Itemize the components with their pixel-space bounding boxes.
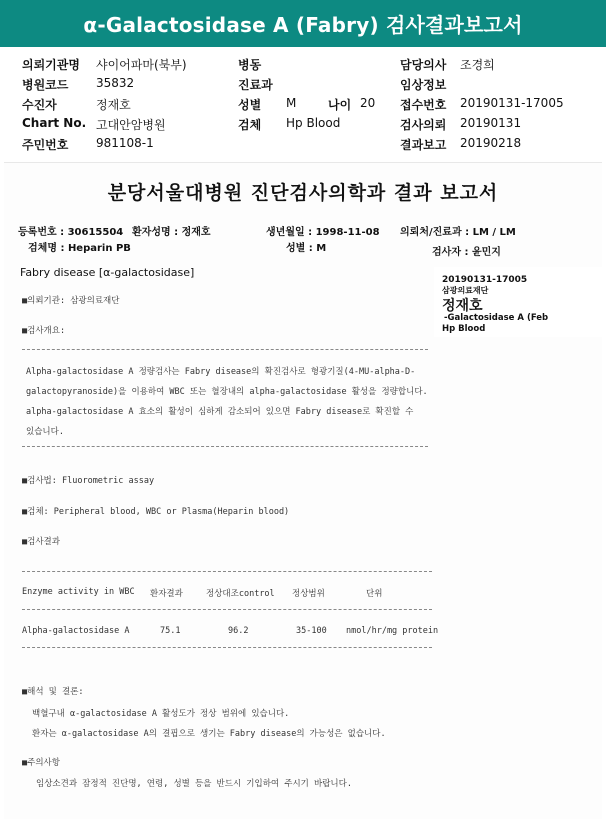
institution-value: 샤이어파마(북부) <box>96 58 187 72</box>
specimen-label: 검체 <box>238 118 262 132</box>
report-title: 분당서울대병원 진단검사의학과 결과 보고서 <box>107 182 499 204</box>
receipt-label: 접수번호 <box>400 98 447 112</box>
divider <box>22 349 428 350</box>
request-label: 검사의뢰 <box>400 118 447 132</box>
sex-value: M <box>286 96 297 110</box>
table-cell-enzyme: Alpha-galactosidase A <box>22 626 130 636</box>
resident-label: 주민번호 <box>22 138 69 152</box>
overview-line-4: 있습니다. <box>26 427 64 437</box>
resident-value: 981108-1 <box>96 136 154 150</box>
table-header-range: 정상범위 <box>292 589 325 599</box>
recipient-label: 수진자 <box>22 98 57 112</box>
age-value: 20 <box>360 96 376 110</box>
recipient-value: 정재호 <box>96 98 131 112</box>
sticker-lab: 삼광의료재단 <box>442 286 489 295</box>
divider <box>22 446 428 447</box>
report-label: 결과보고 <box>400 138 447 152</box>
specimen-value: Hp Blood <box>286 116 341 130</box>
table-cell-patient: 75.1 <box>160 626 181 636</box>
report-banner <box>0 0 606 47</box>
age-label: 나이 <box>328 98 352 112</box>
reg-no: 등록번호 : 30615504 <box>18 227 124 238</box>
doctor-value: 조경희 <box>460 58 495 72</box>
test-name: Fabry disease [α-galactosidase] <box>20 266 195 279</box>
sticker-specimen: Hp Blood <box>442 324 486 334</box>
report-sex: 성별 : M <box>286 243 327 254</box>
overview-line-3: alpha-galactosidase A 효소의 활성이 심하게 감소되어 있으면 Fabry disease로 확진할 수 <box>26 407 414 417</box>
interpretation-heading: ■해석 및 결론: <box>22 687 84 697</box>
interpretation-line-1: 백혈구내 α-galactosidase A 활성도가 정상 범위에 있습니다. <box>32 709 290 719</box>
overview-heading: ■검사개요: <box>22 326 66 336</box>
examiner: 검사자 : 윤민지 <box>432 247 501 258</box>
specimen-name: 검체명 : Heparin PB <box>28 243 131 254</box>
specimen-label-sticker <box>434 267 602 337</box>
table-header-control: 정상대조control <box>206 589 275 599</box>
scanned-report <box>4 162 602 819</box>
hospital-code-label: 병원코드 <box>22 78 69 92</box>
table-cell-unit: nmol/hr/mg protein <box>346 626 439 636</box>
sticker-patient: 정재호 <box>442 298 483 314</box>
clinical-label: 임상정보 <box>400 78 447 92</box>
dept-label: 진료과 <box>238 78 273 92</box>
sex-label: 성별 <box>238 98 262 112</box>
receipt-value: 20190131-17005 <box>460 96 564 110</box>
result-heading: ■검사결과 <box>22 537 60 547</box>
divider <box>22 647 432 648</box>
chart-value: 고대안암병원 <box>96 118 166 132</box>
hospital-code-value: 35832 <box>96 76 135 90</box>
report-main-title: α-Galactosidase A (Fabry) 검사결과보고서 <box>83 13 523 37</box>
overview-line-1: Alpha-galactosidase A 정량검사는 Fabry disease의 확진검사로 형광기질(4-MU-alpha-D- <box>26 367 416 377</box>
caution-line: 임상소견과 잠정적 진단명, 연령, 성별 등을 반드시 기입하여 주시기 바랍니다. <box>36 779 352 789</box>
institution-line: ■의뢰기관: 삼광의료재단 <box>22 296 120 306</box>
specimen-line: ■검체: Peripheral blood, WBC or Plasma(Heparin blood) <box>22 507 290 517</box>
divider <box>22 609 432 610</box>
patient-meta <box>0 50 606 158</box>
table-header-enzyme: Enzyme activity in WBC <box>22 587 135 597</box>
institution-label: 의뢰기관명 <box>22 58 80 72</box>
interpretation-line-2: 환자는 α-galactosidase A의 결핍으로 생기는 Fabry disease의 가능성은 없습니다. <box>32 729 386 739</box>
method-line: ■검사법: Fluorometric assay <box>22 476 155 486</box>
divider <box>22 571 432 572</box>
sticker-receipt: 20190131-17005 <box>442 275 528 285</box>
request-dept: 의뢰처/진료과 : LM / LM <box>400 227 516 238</box>
ward-label: 병동 <box>238 58 262 72</box>
birth-date: 생년월일 : 1998-11-08 <box>266 227 380 238</box>
request-date: 20190131 <box>460 116 522 130</box>
table-cell-control: 96.2 <box>228 626 249 636</box>
caution-heading: ■주의사항 <box>22 758 60 768</box>
patient-name: 환자성명 : 정재호 <box>132 227 211 238</box>
report-date: 20190218 <box>460 136 522 150</box>
table-cell-range: 35-100 <box>296 626 327 636</box>
chart-label: Chart No. <box>22 116 87 130</box>
doctor-label: 담당의사 <box>400 58 447 72</box>
table-header-unit: 단위 <box>366 589 383 599</box>
overview-line-2: galactopyranoside)을 이용하여 WBC 또는 혈장내의 alpha-galactosidase 활성을 정량합니다. <box>26 387 428 397</box>
table-header-patient: 환자결과 <box>150 589 183 599</box>
sticker-test: -Galactosidase A (Feb <box>444 313 549 323</box>
